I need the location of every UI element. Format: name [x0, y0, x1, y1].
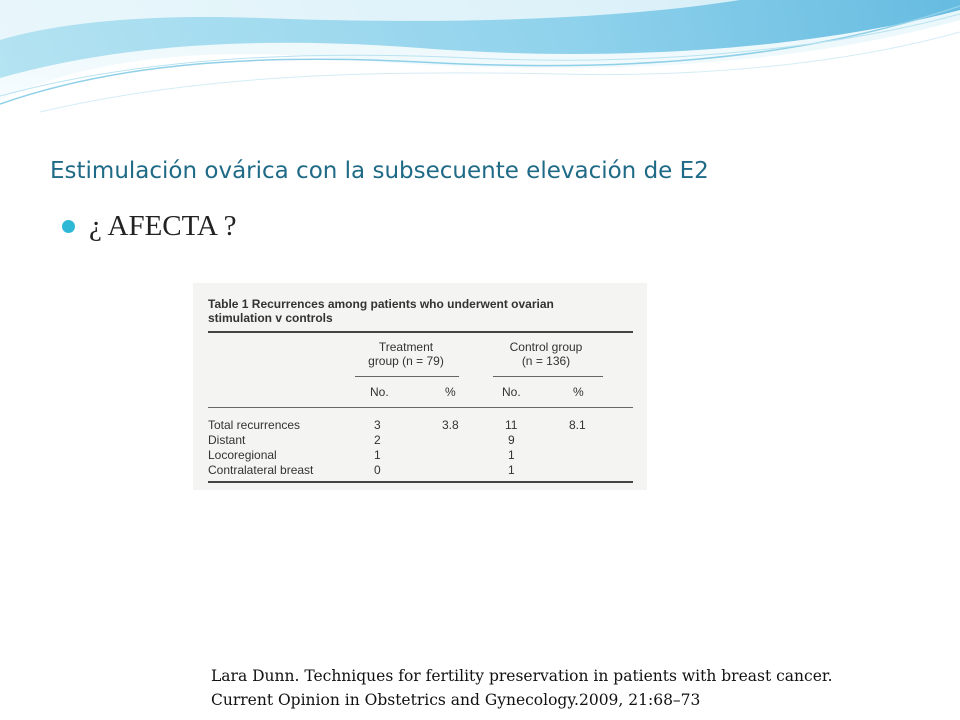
header-wave-decoration [0, 0, 960, 120]
row-control-no: 9 [508, 433, 515, 447]
row-label: Contralateral breast [208, 463, 314, 477]
citation-line-1: Lara Dunn. Techniques for fertility preservation in patients with breast cancer. [211, 667, 833, 685]
row-label: Locoregional [208, 448, 277, 462]
table-caption [208, 297, 634, 325]
citation [211, 664, 833, 712]
row-treatment-no: 2 [374, 433, 381, 447]
table-top-rule [208, 331, 633, 333]
row-treatment-pct: 3.8 [442, 418, 459, 432]
table-bottom-rule [208, 481, 633, 483]
bullet-text: ¿ AFECTA ? [89, 210, 237, 242]
table-header-rule [208, 407, 633, 408]
control-header-rule [493, 376, 603, 377]
row-treatment-no: 1 [374, 448, 381, 462]
row-control-no: 1 [508, 463, 515, 477]
row-treatment-no: 0 [374, 463, 381, 477]
citation-line-2: Current Opinion in Obstetrics and Gynecology.2009, 21:68–73 [211, 691, 701, 709]
control-pct-header: % [573, 385, 584, 399]
row-control-pct: 8.1 [569, 418, 586, 432]
row-treatment-no: 3 [374, 418, 381, 432]
row-control-no: 11 [505, 418, 518, 432]
treatment-no-header: No. [370, 385, 389, 399]
bullet-item [62, 210, 237, 243]
table-caption-line-1: Table 1 Recurrences among patients who underwent ovarian [208, 297, 554, 311]
row-control-no: 1 [508, 448, 515, 462]
treatment-group-header [355, 340, 457, 368]
control-group-header [491, 340, 601, 368]
bullet-dot-icon [62, 220, 75, 233]
treatment-header-line-2: group (n = 79) [368, 354, 444, 368]
slide-title: Estimulación ovárica con la subsecuente elevación de E2 [50, 158, 709, 184]
recurrence-table [193, 283, 647, 490]
row-label: Total recurrences [208, 418, 301, 432]
control-no-header: No. [502, 385, 521, 399]
treatment-header-line-1: Treatment [378, 340, 434, 354]
row-label: Distant [208, 433, 246, 447]
treatment-pct-header: % [445, 385, 456, 399]
control-header-line-2: (n = 136) [521, 354, 571, 368]
treatment-header-rule [355, 376, 459, 377]
control-header-line-1: Control group [509, 340, 583, 354]
table-caption-line-2: stimulation v controls [208, 311, 333, 325]
